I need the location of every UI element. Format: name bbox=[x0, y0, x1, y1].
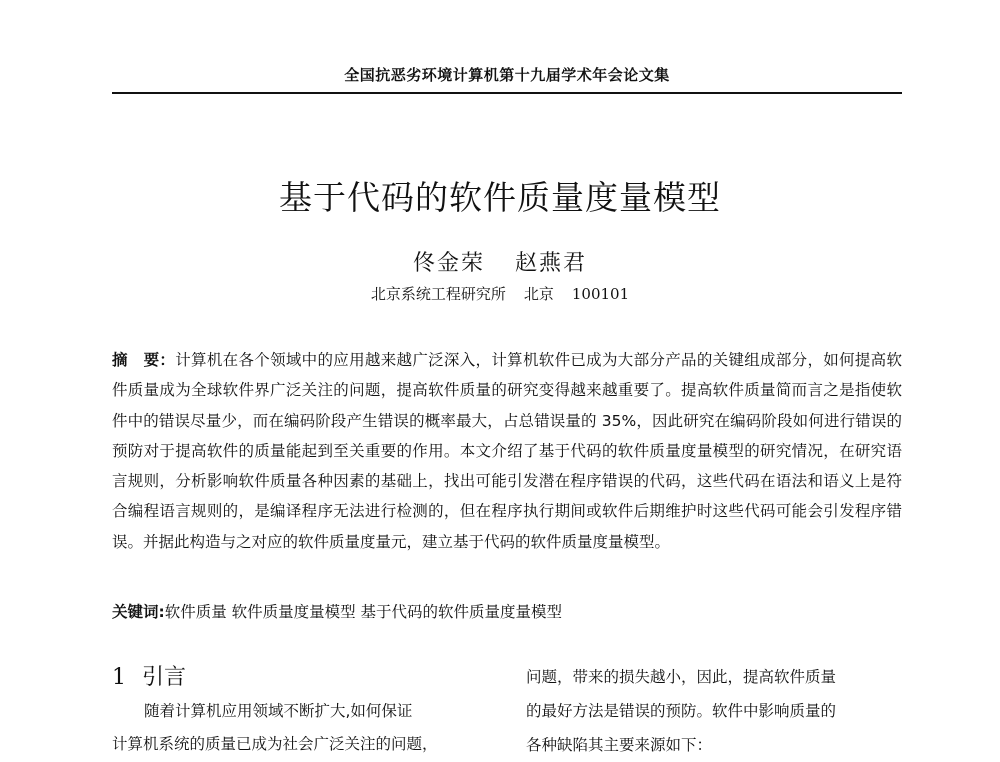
body-line: 问题，带来的损失越小，因此，提高软件质量 bbox=[526, 668, 837, 686]
affiliation-institute: 北京系统工程研究所 bbox=[370, 285, 506, 303]
abstract-label: 摘 要： bbox=[112, 351, 176, 369]
affiliation bbox=[0, 283, 1000, 304]
section-title: 引言 bbox=[142, 665, 187, 690]
author-name: 赵燕君 bbox=[515, 251, 588, 276]
keywords-label: 关键词: bbox=[112, 603, 165, 621]
abstract bbox=[112, 345, 902, 557]
body-line: 各种缺陷其主要来源如下： bbox=[526, 736, 713, 754]
author-name: 佟金荣 bbox=[412, 251, 485, 276]
keywords-items: 软件质量 软件质量度量模型 基于代码的软件质量度量模型 bbox=[164, 603, 563, 621]
author-list bbox=[0, 246, 1000, 277]
affiliation-city: 北京 bbox=[523, 285, 554, 303]
header-rule bbox=[112, 92, 902, 94]
section-number: 1 bbox=[112, 665, 126, 690]
abstract-text: 计算机在各个领域中的应用越来越广泛深入，计算机软件已成为大部分产品的关键组成部分，如何提高软件质量成为全球软件界广泛关注的问题，提高软件质量的研究变得越来越重要了。提高软件质量简而言之是指使软件中的错误尽量少，而在编码阶段产生错误的概率最大，占总错误量的 35%，因此研究在编码阶段如何进行错误的预防对于提高软件的质量能起到至关重要的作用。本文介绍了基于代码的软件质量度量模型的研究情况，在研究语言规则，分析影响软件质量各种因素的基础上，找出可能引发潜在程序错误的代码，这些代码在语法和语义上是符合编程语言规则的，是编译程序无法进行检测的，但在程序执行期间或软件后期维护时这些代码可能会引发程序错误。并据此构造与之对应的软件质量度量元，建立基于代码的软件质量度量模型。 bbox=[112, 351, 902, 551]
keywords bbox=[112, 600, 902, 622]
body-line: 随着计算机应用领域不断扩大,如何保证 bbox=[144, 702, 413, 720]
running-header: 全国抗恶劣环境计算机第十九届学术年会论文集 bbox=[344, 66, 670, 84]
left-column-text bbox=[112, 695, 490, 761]
section-heading bbox=[112, 660, 186, 691]
paper-title: 基于代码的软件质量度量模型 bbox=[279, 178, 721, 217]
body-line: 的最好方法是错误的预防。软件中影响质量的 bbox=[526, 702, 837, 720]
affiliation-postcode: 100101 bbox=[571, 285, 630, 303]
body-line: 计算机系统的质量已成为社会广泛关注的问题， bbox=[112, 735, 438, 753]
right-column-text bbox=[526, 660, 904, 762]
